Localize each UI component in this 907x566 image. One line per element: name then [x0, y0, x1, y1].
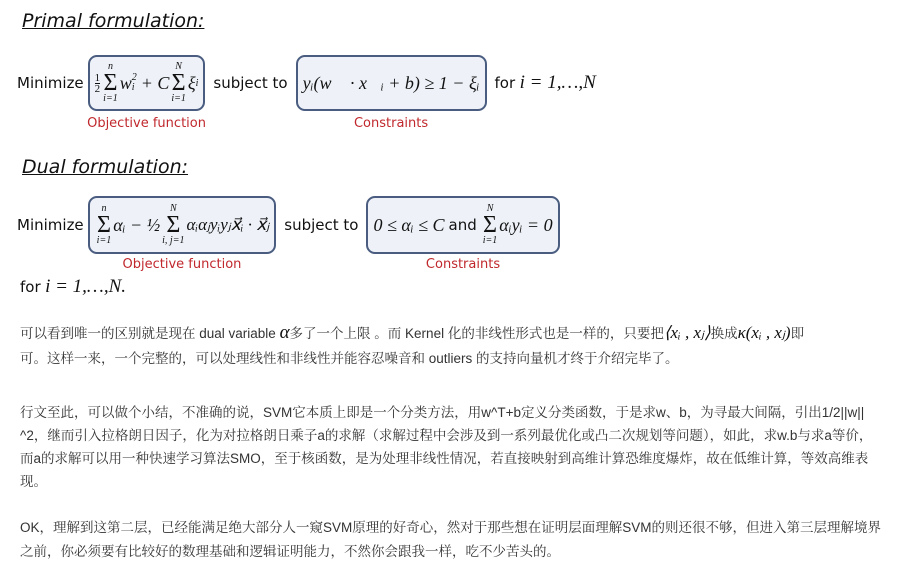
- dual-objective-label: Objective function: [122, 257, 242, 272]
- dual-constraint-box: 0 ≤ αᵢ ≤ C and N Σ i=1 αᵢyᵢ = 0: [366, 196, 559, 254]
- paragraph-line: 可。这样一来，一个完整的，可以处理线性和非线性并能容忍噪音和 outliers 的支持向量机才终于介绍完毕了。: [20, 351, 679, 366]
- paragraph-line: ^2，继而引入拉格朗日因子，化为对拉格朗日乘子a的求解（求解过程中会涉及到一系列最优化或凸二次规划等问题），如此，求w.b与求a等价，: [20, 428, 873, 443]
- half-fraction: $\frac{1}{2}$: [94, 71, 101, 95]
- dual-title: Dual formulation:: [22, 156, 189, 178]
- paragraph-line: 可以看到唯一的区别就是现在 dual variable α多了一个上限 。而 Kernel 化的非线性形式也是一样的，只要把⟨xᵢ , xⱼ⟩换成κ(xᵢ , xⱼ)即: [20, 322, 805, 343]
- dual-minimize: Minimize: [17, 216, 84, 234]
- dual-constraint-wrap: [366, 196, 559, 272]
- sum-symbol: n Σ i=1: [103, 61, 118, 104]
- primal-objective-box: $\frac{1}{2}$ n Σ i=1 w 2 i + C N Σ i=1 ξ i: [88, 55, 206, 111]
- primal-range: for i = 1,…,N: [494, 72, 596, 93]
- dual-subject-to: subject to: [284, 216, 359, 234]
- primal-title: Primal formulation:: [22, 10, 205, 32]
- primal-constraint-box: yᵢ(w⃗ · x⃗ᵢ + b) ≥ 1 − ξᵢ: [296, 55, 487, 111]
- dual-objective-wrap: [88, 196, 277, 272]
- primal-constraint-wrap: [296, 55, 487, 131]
- dual-range: for i = 1,…,N.: [20, 276, 126, 297]
- dual-constraints-label: Constraints: [425, 257, 501, 272]
- primal-minimize: Minimize: [17, 74, 84, 92]
- primal-constraints-label: Constraints: [353, 116, 429, 131]
- paragraph-line: 现。: [20, 474, 47, 489]
- dual-row: [17, 196, 560, 272]
- dual-objective-box: n Σ i=1 αᵢ − ½ N Σ i, j=1 αᵢαⱼyᵢyⱼx⃗ᵢ · x⃗ⱼ: [88, 196, 277, 254]
- paragraph-line: 之前，你必须要有比较好的数理基础和逻辑证明能力，不然你会跟我一样，吃不少苦头的。: [20, 544, 560, 559]
- paragraph-line: 而a的求解可以用一种快速学习算法SMO，至于核函数，是为处理非线性情况，若直接映射到高维计算恐维度爆炸，故在低维计算，等效高维表: [20, 451, 869, 466]
- primal-objective-wrap: [87, 55, 206, 131]
- primal-objective-label: Objective function: [87, 116, 206, 131]
- paragraph-line: 行文至此，可以做个小结，不准确的说，SVM它本质上即是一个分类方法，用w^T+b定义分类函数，于是求w、b，为寻最大间隔，引出1/2||w||: [20, 405, 865, 420]
- sum-symbol: n Σ i=1: [96, 203, 112, 246]
- primal-row: [17, 55, 596, 131]
- primal-subject-to: subject to: [213, 74, 288, 92]
- sum-symbol: N Σ i=1: [171, 61, 186, 104]
- sum-symbol: N Σ i=1: [482, 203, 498, 246]
- sum-symbol: N Σ i, j=1: [162, 203, 185, 246]
- paragraph-line: OK，理解到这第二层，已经能满足绝大部分人一窥SVM原理的好奇心，然对于那些想在证明层面理解SVM的则还很不够，但进入第三层理解境界: [20, 520, 882, 535]
